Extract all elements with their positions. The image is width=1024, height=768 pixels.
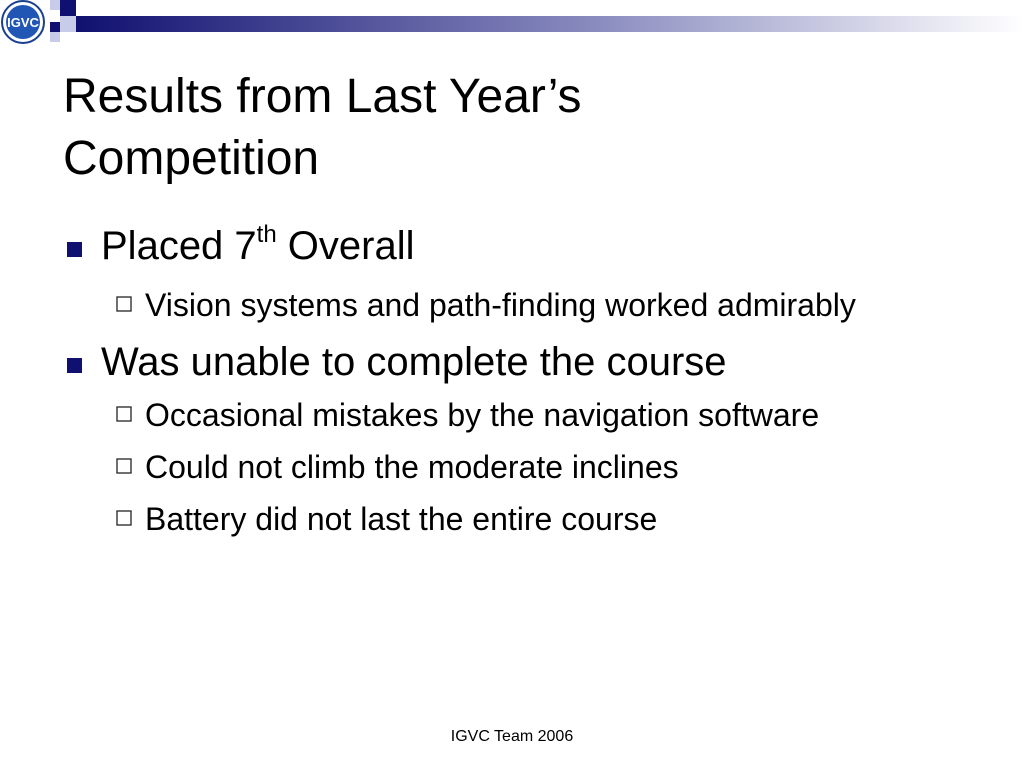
bullet-text-after: Overall [276, 224, 415, 268]
sub-bullet-item [114, 446, 905, 488]
igvc-logo [0, 0, 48, 48]
svg-text:IGVC: IGVC [7, 15, 39, 30]
hollow-square-bullet-icon [114, 508, 134, 528]
sub-bullet-text: Battery did not last the entire course [145, 501, 658, 537]
title-line-1: Results from Last Year’s [63, 70, 582, 123]
bullet-item-unable [63, 338, 963, 386]
square-bullet-icon [67, 242, 82, 257]
sub-bullet-text: Occasional mistakes by the navigation software [145, 397, 820, 433]
sub-bullet-item [114, 498, 905, 540]
bullet-text: Was unable to complete the course [101, 340, 727, 384]
slide-title [63, 66, 963, 190]
sub-bullet-item [114, 394, 905, 436]
hollow-square-bullet-icon [114, 404, 134, 424]
sub-bullet-text: Could not climb the moderate inclines [145, 449, 679, 485]
title-line-2: Competition [63, 132, 320, 185]
hollow-square-bullet-icon [114, 294, 134, 314]
sub-bullet-text: Vision systems and path-finding worked admirably [145, 287, 856, 323]
square-bullet-icon [67, 358, 82, 373]
sub-bullet-item [114, 284, 905, 326]
bullet-item-placed [63, 222, 963, 276]
slide-footer: IGVC Team 2006 [450, 728, 574, 745]
bullet-text: Placed 7 [101, 224, 257, 268]
superscript-th: th [256, 221, 277, 248]
header-banner [0, 0, 1024, 48]
hollow-square-bullet-icon [114, 456, 134, 476]
bullet-list [63, 222, 963, 550]
